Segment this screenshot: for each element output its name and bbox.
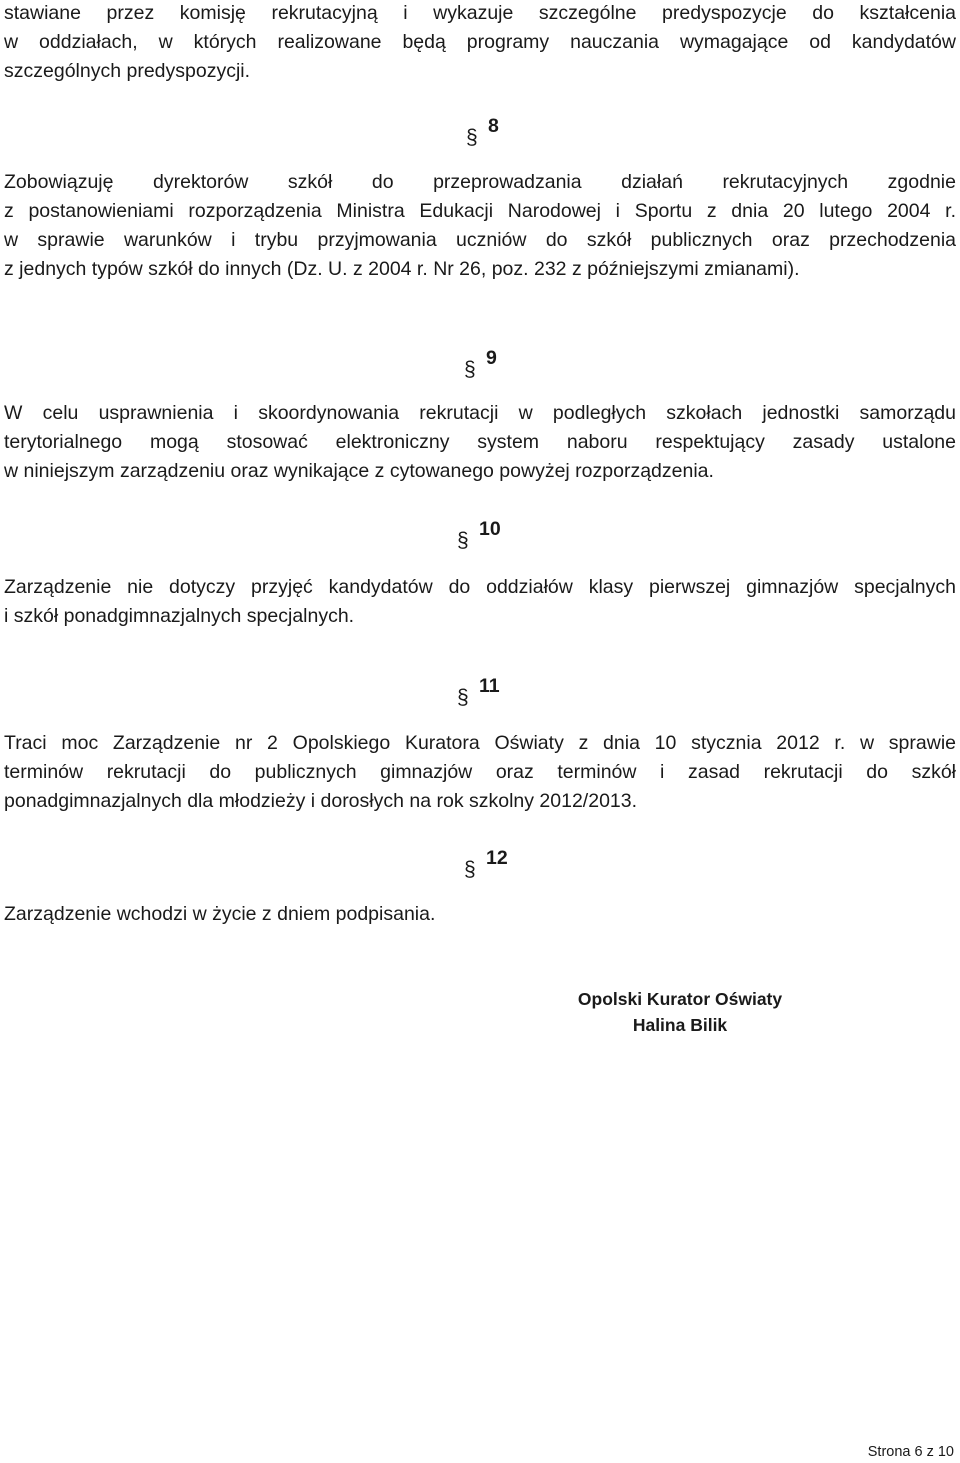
- section-symbol: §: [464, 358, 476, 381]
- section-11-paragraph: [4, 729, 956, 816]
- text-line: w sprawie warunków i trybu przyjmowania uczniów do szkół publicznych oraz przechodzenia: [4, 229, 956, 251]
- text-line: Zobowiązuję dyrektorów szkół do przeprowadzania działań rekrutacyjnych zgodnie: [4, 171, 956, 193]
- section-symbol: §: [457, 686, 469, 709]
- section-heading-8: [466, 114, 499, 149]
- section-heading-12: [464, 846, 508, 881]
- text-line: w oddziałach, w których realizowane będą programy nauczania wymagające od kandydatów: [4, 31, 956, 53]
- section-number: 12: [486, 847, 508, 869]
- section-symbol: §: [464, 858, 476, 881]
- text-line: stawiane przez komisję rekrutacyjną i wykazuje szczególne predyspozycje do kształcenia: [4, 2, 956, 24]
- signatory-name: Halina Bilik: [632, 1015, 728, 1035]
- text-line: Zarządzenie wchodzi w życie z dniem podpisania.: [4, 903, 436, 925]
- section-symbol: §: [457, 529, 469, 552]
- intro-paragraph: [4, 0, 956, 86]
- text-line: szczególnych predyspozycji.: [4, 60, 251, 82]
- text-line: terminów rekrutacji do publicznych gimnazjów oraz terminów i zasad rekrutacji do szkół: [4, 761, 956, 783]
- text-line: w niniejszym zarządzeniu oraz wynikające z cytowanego powyżej rozporządzenia.: [4, 460, 714, 482]
- signature-block: [560, 986, 800, 1038]
- section-heading-9: [464, 346, 497, 381]
- section-9-paragraph: [4, 399, 956, 486]
- text-line: z jednych typów szkół do innych (Dz. U. z 2004 r. Nr 26, poz. 232 z późniejszymi zmianami).: [4, 258, 800, 280]
- text-line: W celu usprawnienia i skoordynowania rekrutacji w podległych szkołach jednostki samorządu: [4, 402, 956, 424]
- section-number: 9: [486, 347, 497, 369]
- section-number: 11: [479, 675, 500, 697]
- text-line: Zarządzenie nie dotyczy przyjęć kandydatów do oddziałów klasy pierwszej gimnazjów specjalnych: [4, 576, 956, 598]
- text-line: Traci moc Zarządzenie nr 2 Opolskiego Kuratora Oświaty z dnia 10 stycznia 2012 r. w sprawie: [4, 732, 956, 754]
- section-symbol: §: [466, 126, 478, 149]
- section-10-paragraph: [4, 573, 956, 631]
- text-line: terytorialnego mogą stosować elektroniczny system naboru respektujący zasady ustalone: [4, 431, 956, 453]
- text-line: ponadgimnazjalnych dla młodzieży i dorosłych na rok szkolny 2012/2013.: [4, 790, 638, 812]
- section-12-paragraph: [4, 900, 956, 929]
- text-line: i szkół ponadgimnazjalnych specjalnych.: [4, 605, 355, 627]
- text-line: z postanowieniami rozporządzenia Ministra Edukacji Narodowej i Sportu z dnia 20 lutego 2004 r.: [4, 200, 956, 222]
- section-8-paragraph: [4, 168, 956, 284]
- section-number: 8: [488, 115, 499, 137]
- section-heading-11: [457, 674, 500, 709]
- section-number: 10: [479, 518, 501, 540]
- signatory-title: Opolski Kurator Oświaty: [577, 989, 783, 1009]
- page-number: Strona 6 z 10: [867, 1444, 954, 1460]
- section-heading-10: [457, 517, 501, 552]
